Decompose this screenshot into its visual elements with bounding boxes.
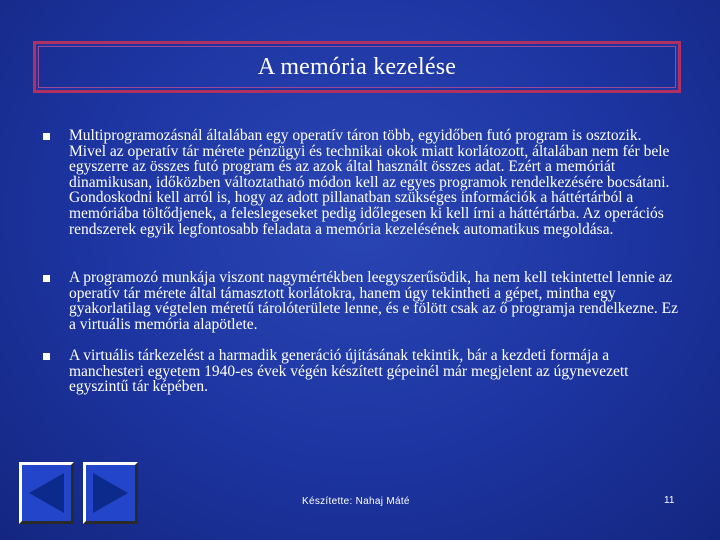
bullet-square-icon [43,133,50,140]
triangle-right-icon [86,465,135,521]
triangle-left-icon [22,465,71,521]
slide-title-box [33,41,681,93]
bullet-text: Multiprogramozásnál általában egy operatív táron több, egyidőben futó program is osztozik. Mivel az operatív tár mérete pénzügyi és technikai okok miatt korlátozott, általában nem fér bele egyszerre az összes futó program és az azok által használt összes adat. Ezért a memóriát dinamikusan, időközben változtatható módon kell az egyes programok rendelkezésére bocsátani. Gondoskodni kell arról is, hogy az adott pillanatban szükséges információk a háttértárból a memóriába töltődjenek, a feleslegeseket pedig időlegesen ki kell írni a háttértárba. Az operációs rendszerek egyik legfontosabb feladata a memória kezelésének automatikus megoldása. [69,127,670,238]
bullet-list [40,128,680,395]
bullet-square-icon [43,275,50,282]
slide-title: A memória kezelése [257,53,457,80]
bullet-text: A virtuális tárkezelést a harmadik generáció újításának tekintik, bár a kezdeti formája a manchesteri egyetem 1940-es évek végén készített gépeinél már megjelent az úgynevezett egyszintű tár képében. [69,347,629,396]
previous-slide-button[interactable] [19,462,74,524]
footer-author: Készítette: Nahaj Máté [302,496,410,507]
bullet-square-icon [43,353,50,360]
bullet-item [40,270,680,348]
bullet-item [40,348,680,395]
next-slide-button[interactable] [83,462,138,524]
bullet-text: A programozó munkája viszont nagymértékben leegyszerűsödik, ha nem kell tekintettel lennie az operatív tár mérete által támasztott korlátokra, hanem úgy tekintheti a gépet, mintha egy gyakorlatilag végtelen méretű tárolóterülete lenne, és e fölött csak az ő programja rendelkezne. Ez a virtuális memória alapötlete. [69,269,678,333]
bullet-item [40,128,680,270]
page-number: 11 [664,495,675,506]
